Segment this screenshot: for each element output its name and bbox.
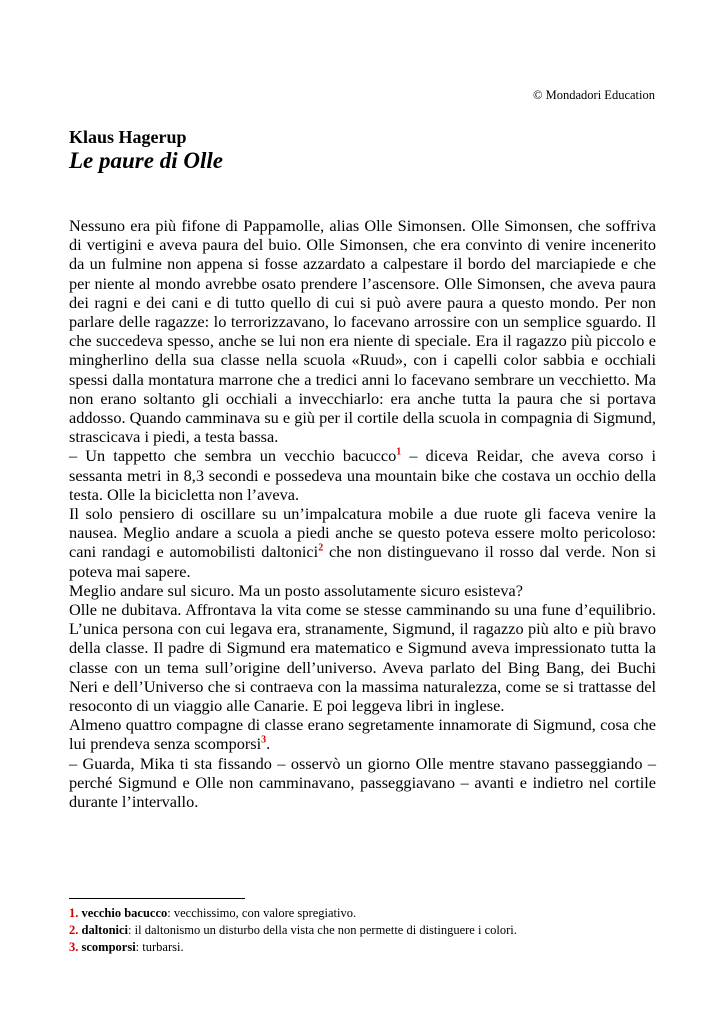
copyright-notice: © Mondadori Education [533, 88, 655, 102]
footnote-number: 1. [69, 906, 79, 920]
paragraph-text: Nessuno era più fifone di Pappamolle, alias Olle Simonsen. Olle Simonsen, che soffriva di vertigini e aveva paura del buio. Olle Simonsen, che era convinto di venire incenerito da un fulmine non appena si fosse azzardato a calpestare il bordo del marciapiede e che per niente al mondo avrebbe osato prendere l’ascensore. Olle Simonsen, che aveva paura dei ragni e dei cani e di tutto quello di cui si può avere paura a questo mondo. Per non parlare delle ragazze: lo terrorizzavano, lo facevano arrossire con un semplice sguardo. Il che succedeva spesso, anche se lui non era niente di speciale. Era il ragazzo più piccolo e mingherlino della sua classe nella scuola «Ruud», con i capelli color sabbia e occhiali spessi dalla montatura marrone che a tredici anni lo facevano sembrare un vecchietto. Ma non erano soltanto gli occhiali a invecchiarlo: era anche tutta la paura che si portava addosso. Quando camminava su e giù per il cortile della scuola in compagnia di Sigmund, strascicava i piedi, a testa bassa. [69, 216, 656, 447]
footnote-term: daltonici [81, 923, 129, 937]
footnote-number: 3. [69, 940, 79, 954]
footnotes-section [69, 905, 669, 956]
footnote-reference: 3 [261, 735, 267, 747]
footnote-item [69, 939, 669, 956]
footnote-definition: : vecchissimo, con valore spregiativo. [167, 906, 357, 920]
paragraph-text: Olle ne dubitava. Affrontava la vita come se stesse camminando su una fune d’equilibrio. L’unica persona con cui legava era, stranamente, Sigmund, il ragazzo più alto e più bravo della classe. Il padre di Sigmund era matematico e Sigmund aveva impressionato tutta la classe con un tema sull’origine dell’universo. Aveva parlato del Bing Bang, dei Buchi Neri e dell’Universo che si contraeva con la massima naturalezza, come se si trattasse del resoconto di un viaggio alle Canarie. E poi leggeva libri in inglese. [69, 600, 656, 716]
paragraph-text: – Un tappetto che sembra un vecchio bacucco [69, 446, 397, 466]
paragraph-text: Il solo pensiero di oscillare su un’impalcatura mobile a due ruote gli faceva venire la nausea. Meglio andare a scuola a piedi anche se questo poteva essere molto pericoloso: cani randagi e automobilisti daltonici [69, 504, 656, 562]
story-body [69, 216, 656, 811]
footnote-number: 2. [69, 923, 79, 937]
story-paragraph [69, 600, 656, 715]
paragraph-text: Almeno quattro compagne di classe erano segretamente innamorate di Sigmund, cosa che lui prendeva senza scomporsi [69, 715, 656, 754]
footnote-definition: : turbarsi. [135, 940, 184, 954]
footnote-reference: 1 [396, 447, 402, 459]
footnote-term: scomporsi [81, 940, 136, 954]
story-paragraph [69, 216, 656, 446]
story-paragraph [69, 446, 656, 504]
footnote-definition: : il daltonismo un disturbo della vista che non permette di distinguere i colori. [128, 923, 517, 937]
paragraph-text: Meglio andare sul sicuro. Ma un posto assolutamente sicuro esisteva? [69, 580, 523, 600]
footnote-item [69, 905, 669, 922]
story-paragraph [69, 504, 656, 581]
paragraph-text: . [266, 734, 271, 754]
story-paragraph [69, 581, 656, 600]
paragraph-text: che non distinguevano il rosso dal verde. Non si poteva mai sapere. [69, 542, 656, 581]
footnote-reference: 2 [318, 543, 324, 555]
author-name: Klaus Hagerup [69, 127, 187, 147]
footnote-divider [69, 898, 245, 899]
story-title: Le paure di Olle [69, 148, 223, 173]
paragraph-text: – diceva Reidar, che aveva corso i sessanta metri in 8,3 secondi e possedeva una mountain bike che costava un occhio della testa. Olle la bicicletta non l’aveva. [69, 446, 656, 504]
footnote-item [69, 922, 669, 939]
story-paragraph [69, 754, 656, 812]
story-paragraph [69, 715, 656, 753]
paragraph-text: – Guarda, Mika ti sta fissando – osservò un giorno Olle mentre stavano passeggiando – perché Sigmund e Olle non camminavano, passeggiavano – avanti e indietro nel cortile durante l’intervallo. [69, 753, 656, 812]
footnote-term: vecchio bacucco [81, 906, 168, 920]
